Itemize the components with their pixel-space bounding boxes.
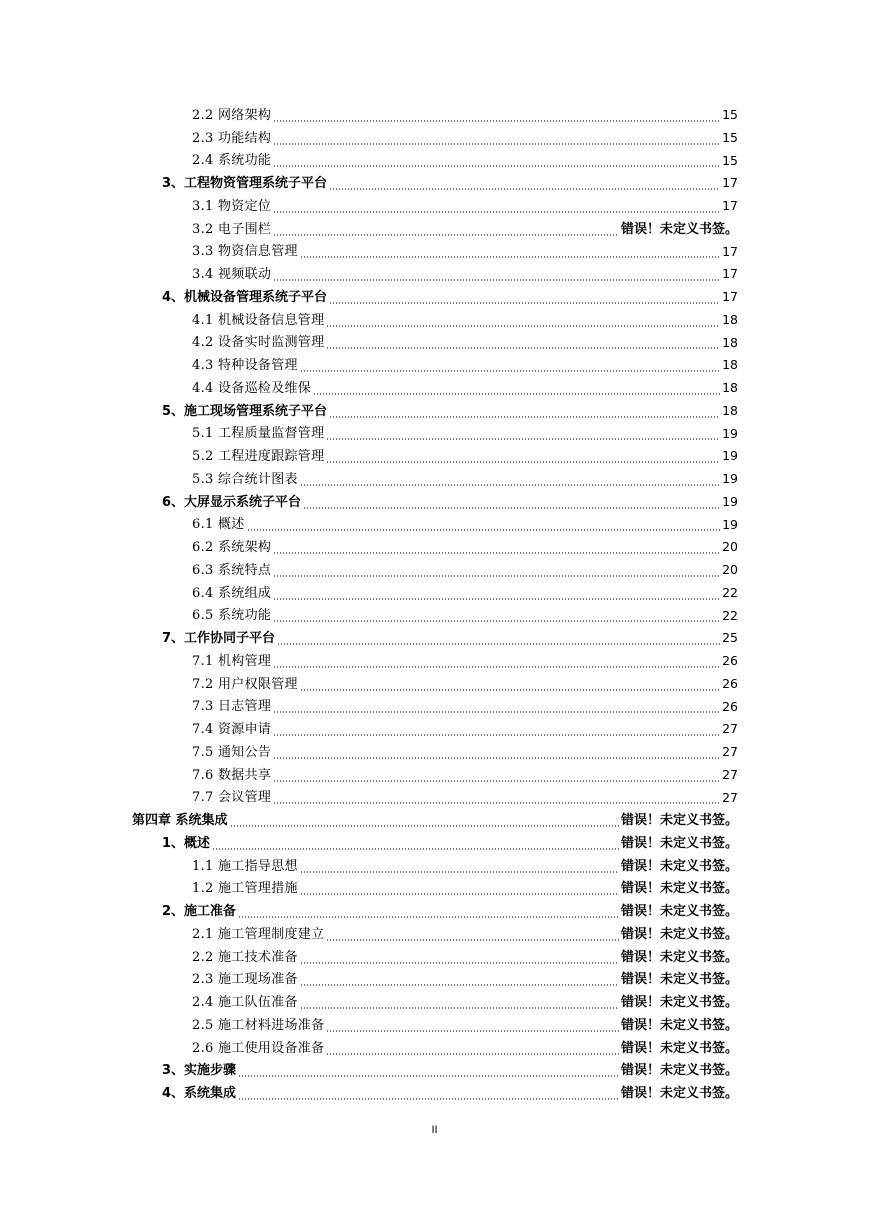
- toc-dot-leader: [273, 711, 720, 713]
- toc-dot-leader: [326, 1030, 619, 1032]
- toc-entry[interactable]: [162, 286, 738, 309]
- toc-dot-leader: [273, 598, 720, 600]
- toc-entry[interactable]: [192, 946, 738, 969]
- toc-entry-page: 错误！未定义书签。: [620, 835, 738, 851]
- toc-entry[interactable]: [162, 832, 738, 855]
- toc-entry[interactable]: [192, 650, 738, 673]
- toc-entry[interactable]: [192, 354, 738, 377]
- toc-entry-page: 错误！未定义书签。: [620, 972, 738, 988]
- toc-entry-label: 6.5 系统功能: [192, 608, 272, 624]
- toc-entry[interactable]: [192, 878, 738, 901]
- toc-entry-label: 4.4 设备巡检及维保: [192, 380, 312, 396]
- toc-entry-page: 错误！未定义书签。: [620, 858, 738, 874]
- toc-entry-label: 1、概述: [162, 835, 211, 851]
- toc-dot-leader: [238, 1098, 619, 1100]
- toc-entry-page: 错误！未定义书签。: [620, 904, 738, 920]
- toc-dot-leader: [300, 893, 619, 895]
- toc-entry[interactable]: [162, 1060, 738, 1083]
- toc-entry-label: 2.3 施工现场准备: [192, 972, 298, 988]
- toc-dot-leader: [329, 416, 720, 418]
- toc-entry-label: 7.4 资源申请: [192, 722, 272, 738]
- toc-entry-label: 第四章 系统集成: [132, 813, 228, 829]
- toc-entry-page: 错误！未定义书签。: [620, 1086, 738, 1102]
- toc-entry-label: 2.3 功能结构: [192, 130, 272, 146]
- toc-entry-page: 错误！未定义书签。: [620, 221, 738, 237]
- toc-entry-page: 26: [722, 675, 738, 691]
- toc-entry-label: 1.2 施工管理措施: [192, 881, 298, 897]
- toc-entry[interactable]: [162, 900, 738, 923]
- toc-entry[interactable]: [192, 536, 738, 559]
- toc-entry-label: 2.4 系统功能: [192, 153, 272, 169]
- toc-entry-label: 3、实施步骤: [162, 1063, 237, 1079]
- toc-entry-label: 7.5 通知公告: [192, 744, 272, 760]
- toc-entry-page: 19: [722, 448, 738, 464]
- toc-dot-leader: [326, 347, 720, 349]
- toc-entry-page: 错误！未定义书签。: [620, 813, 738, 829]
- toc-dot-leader: [230, 825, 619, 827]
- toc-entry-label: 2.2 施工技术准备: [192, 949, 298, 965]
- toc-entry-page: 27: [722, 766, 738, 782]
- toc-dot-leader: [300, 484, 720, 486]
- toc-entry-label: 3.1 物资定位: [192, 198, 272, 214]
- toc-dot-leader: [273, 279, 720, 281]
- toc-dot-leader: [273, 620, 720, 622]
- toc-entry-label: 2.2 网络架构: [192, 107, 272, 123]
- toc-entry-label: 5、施工现场管理系统子平台: [162, 403, 328, 419]
- toc-entry-label: 2.5 施工材料进场准备: [192, 1017, 325, 1033]
- toc-entry-label: 2.6 施工使用设备准备: [192, 1040, 325, 1056]
- toc-entry-label: 5.2 工程进度跟踪管理: [192, 449, 325, 465]
- toc-entry-page: 20: [722, 539, 738, 555]
- toc-entry-page: 15: [722, 107, 738, 123]
- toc-entry-page: 错误！未定义书签。: [620, 995, 738, 1011]
- toc-entry[interactable]: [192, 423, 738, 446]
- toc-entry[interactable]: [192, 969, 738, 992]
- toc-dot-leader: [238, 1075, 619, 1077]
- toc-entry-page: 19: [722, 471, 738, 487]
- toc-entry[interactable]: [192, 696, 738, 719]
- toc-entry-label: 6.3 系统特点: [192, 562, 272, 578]
- toc-entry-label: 7.1 机构管理: [192, 653, 272, 669]
- toc-entry-label: 4、机械设备管理系统子平台: [162, 289, 328, 305]
- toc-entry-page: 27: [722, 789, 738, 805]
- toc-entry[interactable]: [192, 377, 738, 400]
- toc-dot-leader: [273, 165, 720, 167]
- toc-dot-leader: [326, 461, 720, 463]
- toc-dot-leader: [273, 802, 720, 804]
- toc-entry-page: 18: [722, 334, 738, 350]
- toc-dot-leader: [273, 734, 720, 736]
- toc-entry[interactable]: [192, 559, 738, 582]
- toc-entry-page: 19: [722, 425, 738, 441]
- toc-entry-label: 3.3 物资信息管理: [192, 244, 298, 260]
- toc-entry-label: 7、工作协同子平台: [162, 631, 276, 647]
- toc-entry-page: 25: [722, 630, 738, 646]
- toc-entry-label: 3.2 电子围栏: [192, 221, 272, 237]
- toc-entry[interactable]: [162, 172, 738, 195]
- toc-entry[interactable]: [192, 468, 738, 491]
- toc-entry[interactable]: [192, 332, 738, 355]
- toc-entry-label: 3、工程物资管理系统子平台: [162, 176, 328, 192]
- toc-entry[interactable]: [192, 673, 738, 696]
- toc-entry[interactable]: [192, 104, 738, 127]
- toc-dot-leader: [300, 256, 720, 258]
- toc-dot-leader: [273, 757, 720, 759]
- toc-entry-page: 错误！未定义书签。: [620, 1063, 738, 1079]
- toc-entry-label: 5.3 综合统计图表: [192, 471, 298, 487]
- toc-entry-label: 7.6 数据共享: [192, 767, 272, 783]
- toc-entry[interactable]: [192, 445, 738, 468]
- toc-entry[interactable]: [192, 855, 738, 878]
- toc-dot-leader: [277, 643, 720, 645]
- toc-entry-label: 7.7 会议管理: [192, 790, 272, 806]
- toc-entry[interactable]: [192, 195, 738, 218]
- toc-dot-leader: [300, 984, 619, 986]
- toc-dot-leader: [300, 871, 619, 873]
- toc-entry[interactable]: [192, 514, 738, 537]
- toc-entry-label: 4.2 设备实时监测管理: [192, 335, 325, 351]
- toc-entry-label: 6.1 概述: [192, 517, 245, 533]
- toc-entry-page: 17: [722, 289, 738, 305]
- toc-entry[interactable]: [192, 127, 738, 150]
- toc-entry[interactable]: [192, 718, 738, 741]
- toc-entry[interactable]: [192, 1037, 738, 1060]
- toc-entry-label: 6.2 系统架构: [192, 540, 272, 556]
- toc-entry-label: 3.4 视频联动: [192, 267, 272, 283]
- toc-entry[interactable]: [192, 741, 738, 764]
- toc-entry-page: 27: [722, 721, 738, 737]
- toc-entry[interactable]: [192, 605, 738, 628]
- toc-entry[interactable]: [162, 627, 738, 650]
- toc-entry[interactable]: [192, 150, 738, 173]
- toc-dot-leader: [326, 1053, 619, 1055]
- toc-entry[interactable]: [132, 809, 738, 832]
- toc-entry-label: 4、系统集成: [162, 1086, 237, 1102]
- toc-dot-leader: [273, 143, 720, 145]
- toc-dot-leader: [326, 438, 720, 440]
- toc-entry-page: 错误！未定义书签。: [620, 926, 738, 942]
- toc-dot-leader: [329, 302, 720, 304]
- toc-entry-label: 6.4 系统组成: [192, 585, 272, 601]
- toc-entry-page: 错误！未定义书签。: [620, 1017, 738, 1033]
- toc-entry-page: 15: [722, 129, 738, 145]
- toc-entry[interactable]: [162, 491, 738, 514]
- toc-entry-label: 4.1 机械设备信息管理: [192, 312, 325, 328]
- toc-dot-leader: [247, 529, 720, 531]
- toc-dot-leader: [313, 393, 720, 395]
- toc-entry-label: 7.3 日志管理: [192, 699, 272, 715]
- toc-entry-page: 错误！未定义书签。: [620, 949, 738, 965]
- toc-entry[interactable]: [192, 218, 738, 241]
- toc-dot-leader: [273, 234, 619, 236]
- toc-entry[interactable]: [192, 263, 738, 286]
- toc-dot-leader: [300, 689, 720, 691]
- toc-entry-label: 2、施工准备: [162, 904, 237, 920]
- toc-entry[interactable]: [192, 764, 738, 787]
- toc-entry[interactable]: [192, 582, 738, 605]
- toc-entry-label: 2.1 施工管理制度建立: [192, 926, 325, 942]
- toc-entry-page: 26: [722, 653, 738, 669]
- toc-entry[interactable]: [162, 1082, 738, 1105]
- toc-entry-label: 5.1 工程质量监督管理: [192, 426, 325, 442]
- toc-dot-leader: [300, 962, 619, 964]
- toc-entry-page: 17: [722, 175, 738, 191]
- toc-entry[interactable]: [192, 923, 738, 946]
- toc-entry[interactable]: [192, 1014, 738, 1037]
- toc-dot-leader: [326, 939, 619, 941]
- toc-dot-leader: [273, 666, 720, 668]
- toc-dot-leader: [273, 575, 720, 577]
- toc-dot-leader: [273, 780, 720, 782]
- toc-entry-page: 18: [722, 311, 738, 327]
- toc-entry-page: 18: [722, 402, 738, 418]
- toc-entry-page: 错误！未定义书签。: [620, 1040, 738, 1056]
- toc-dot-leader: [212, 848, 619, 850]
- toc-entry-page: 22: [722, 584, 738, 600]
- toc-entry[interactable]: [192, 309, 738, 332]
- toc-entry-page: 19: [722, 493, 738, 509]
- toc-dot-leader: [300, 370, 720, 372]
- toc-entry-page: 17: [722, 243, 738, 259]
- toc-entry-page: 22: [722, 607, 738, 623]
- toc-entry[interactable]: [192, 241, 738, 264]
- toc-entry-page: 15: [722, 152, 738, 168]
- toc-entry[interactable]: [192, 991, 738, 1014]
- toc-entry-label: 7.2 用户权限管理: [192, 676, 298, 692]
- toc-dot-leader: [326, 325, 720, 327]
- toc-entry-page: 19: [722, 516, 738, 532]
- toc-dot-leader: [273, 552, 720, 554]
- toc-entry[interactable]: [162, 400, 738, 423]
- toc-entry[interactable]: [192, 787, 738, 810]
- toc-entry-page: 20: [722, 562, 738, 578]
- toc-dot-leader: [273, 211, 720, 213]
- toc-entry-label: 6、大屏显示系统子平台: [162, 494, 302, 510]
- toc-entry-page: 17: [722, 266, 738, 282]
- toc-dot-leader: [273, 120, 720, 122]
- toc-entry-label: 4.3 特种设备管理: [192, 358, 298, 374]
- toc-entry-page: 18: [722, 380, 738, 396]
- page-number: II: [431, 1124, 438, 1136]
- toc-dot-leader: [300, 1007, 619, 1009]
- toc-entry-page: 26: [722, 698, 738, 714]
- toc-dot-leader: [329, 188, 720, 190]
- toc-entry-page: 17: [722, 198, 738, 214]
- toc-entry-label: 2.4 施工队伍准备: [192, 995, 298, 1011]
- toc-entry-label: 1.1 施工指导思想: [192, 858, 298, 874]
- toc-entry-page: 错误！未定义书签。: [620, 881, 738, 897]
- toc-entry-page: 18: [722, 357, 738, 373]
- toc-entry-page: 27: [722, 744, 738, 760]
- toc-dot-leader: [238, 916, 619, 918]
- toc-dot-leader: [303, 507, 720, 509]
